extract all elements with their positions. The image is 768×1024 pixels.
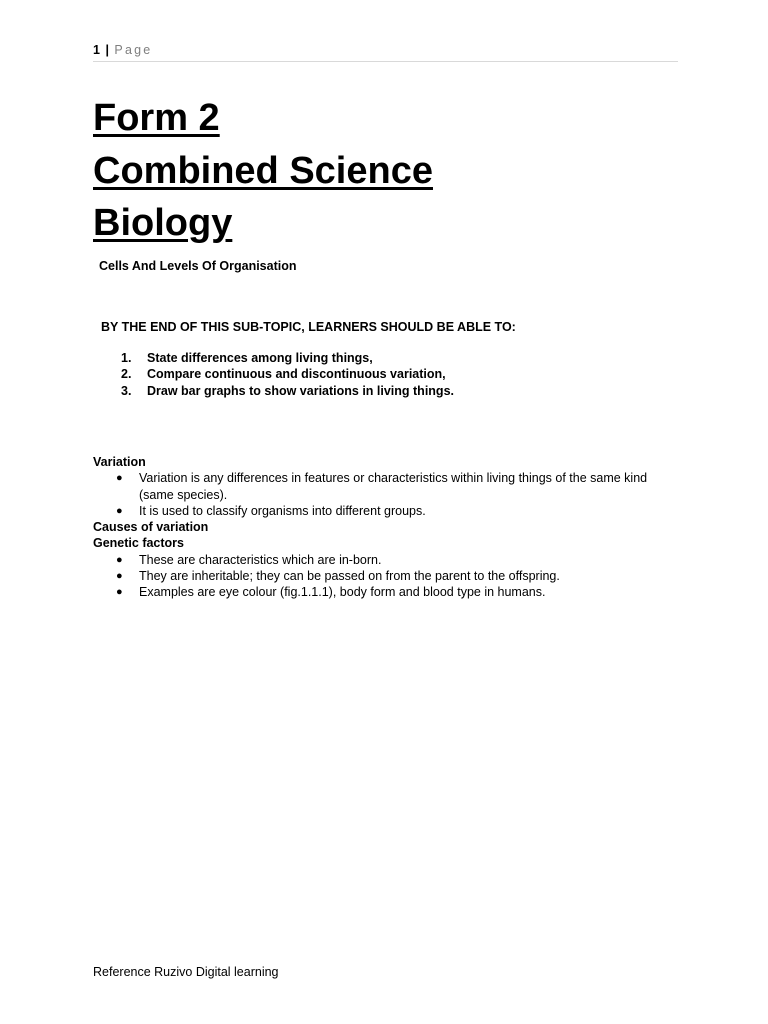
genetic-heading: Genetic factors (93, 536, 185, 551)
bullet-item (93, 552, 683, 568)
title-line-topic: Biology (93, 202, 233, 244)
header-separator: | (105, 43, 109, 57)
document-subtitle: Cells And Levels Of Organisation (99, 259, 297, 273)
objective-text: Compare continuous and discontinuous variation, (147, 367, 446, 382)
bullet-text: It is used to classify organisms into different groups. (139, 503, 426, 518)
bullet-item (93, 568, 683, 584)
title-line-form: Form 2 (93, 97, 220, 139)
page-number: 1 (93, 43, 100, 57)
bullet-item (93, 584, 683, 600)
bullet-icon: ● (116, 472, 123, 485)
objective-number: 1. (121, 351, 132, 365)
variation-bullets (93, 470, 683, 519)
bullet-icon: ● (116, 504, 123, 517)
page-word: Page (114, 43, 153, 57)
variation-heading: Variation (93, 455, 146, 469)
objective-text: Draw bar graphs to show variations in living things. (147, 383, 454, 398)
bullet-text: Variation is any differences in features or characteristics within living things of the same kind (same species). (139, 471, 648, 502)
causes-heading: Causes of variation (93, 520, 209, 535)
objective-item (121, 366, 454, 382)
objective-item (121, 350, 454, 366)
objective-text: State differences among living things, (147, 351, 373, 365)
objective-item (121, 383, 454, 399)
bullet-item (93, 503, 683, 519)
page-footer: Reference Ruzivo Digital learning (93, 965, 279, 979)
bullet-text: These are characteristics which are in-born. (139, 552, 382, 567)
bullet-text: They are inheritable; they can be passed on from the parent to the offspring. (139, 569, 560, 584)
objectives-list (121, 350, 454, 399)
document-title (93, 92, 433, 250)
bullet-icon: ● (116, 553, 123, 566)
bullet-icon: ● (116, 570, 123, 583)
page-header (93, 42, 678, 62)
bullet-icon: ● (116, 586, 123, 599)
title-line-subject: Combined Science (93, 149, 433, 192)
bullet-text: Examples are eye colour (fig.1.1.1), body form and blood type in humans. (139, 585, 546, 600)
genetic-bullets (93, 552, 683, 601)
bullet-item (93, 470, 683, 503)
objectives-heading: BY THE END OF THIS SUB-TOPIC, LEARNERS SHOULD BE ABLE TO: (101, 320, 516, 334)
body-section (93, 454, 683, 601)
objective-number: 3. (121, 383, 132, 398)
objective-number: 2. (121, 367, 132, 382)
